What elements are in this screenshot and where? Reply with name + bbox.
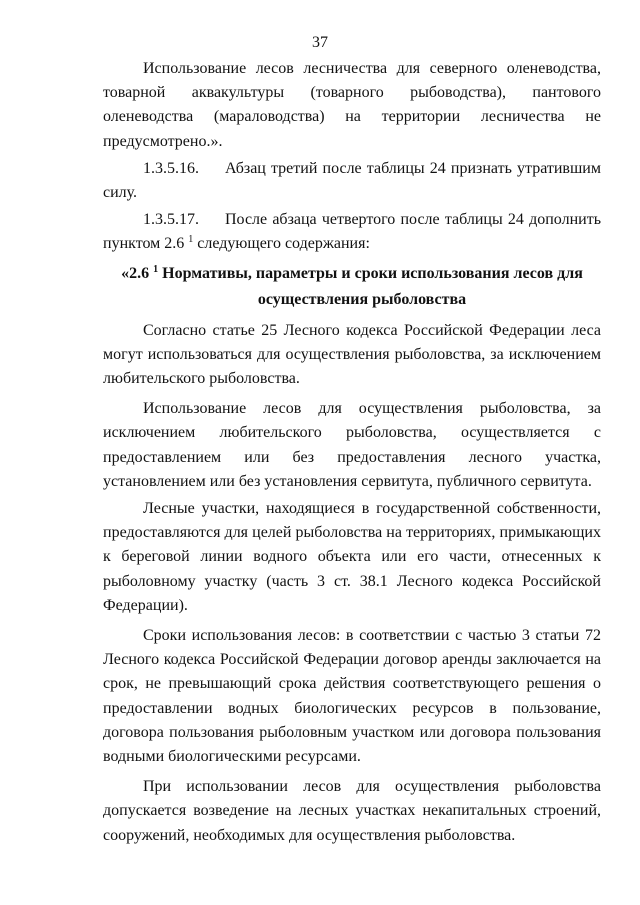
heading-prefix: «2.6 [121,264,150,282]
paragraph-structures: При использовании лесов для осуществления рыболовства допускается возведение на лесных участках некапитальных строений, сооружений, необходимых для осуществления рыболовства. [103,778,601,844]
item-text: Абзац третий после таблицы 24 признать утратившим силу. [103,159,601,202]
item-1-3-5-16 [103,157,601,205]
item-number: 1.3.5.16. [143,159,199,177]
item-number: 1.3.5.17. [143,211,199,229]
paragraph-northern-reindeer: Использование лесов лесничества для северного оленеводства, товарной аквакультуры (товарного рыбоводства), пантового оленеводства (мараловодства) на территории лесничества не предусмотрено.». [103,60,601,150]
item-text-before: После абзаца четвертого после таблицы 24 дополнить пунктом 2.6 [103,211,601,253]
heading-superscript: 1 [153,263,159,275]
paragraph-forest-use: Использование лесов для осуществления рыболовства, за исключением любительского рыболовства, осуществляется с предоставлением или без предоставления лесного участка, установлением или без установления сервитута, публичного сервитута. [103,400,601,490]
document-body [103,57,601,848]
paragraph-land-plots: Лесные участки, находящиеся в государственной собственности, предоставляются для целей рыболовства на территориях, примыкающих к береговой линии водного объекта или его части, отнесенных к рыболовному участку (часть 3 ст. 38.1 Лесного кодекса Российской Федерации). [103,500,601,614]
superscript: 1 [188,234,194,246]
page-number: 37 [312,34,328,51]
paragraph-terms: Сроки использования лесов: в соответствии с частью 3 статьи 72 Лесного кодекса Российской Федерации договор аренды заключается на срок, не превышающий срока действия соответствующего решения о предоставлении водных биологических ресурсов в пользование, договора пользования рыболовным участком или договора пользования водными биологическими ресурсами. [103,627,601,766]
item-1-3-5-17 [103,208,601,256]
section-heading [103,261,601,313]
heading-line-2: осуществления рыболовства [257,290,467,308]
paragraph-article-25: Согласно статье 25 Лесного кодекса Российской Федерации леса могут использоваться для осуществления рыболовства, за исключением любительского рыболовства. [103,321,601,388]
heading-line-1: Нормативы, параметры и сроки использования лесов для [162,264,583,282]
item-text-after: следующего содержания: [197,235,370,253]
